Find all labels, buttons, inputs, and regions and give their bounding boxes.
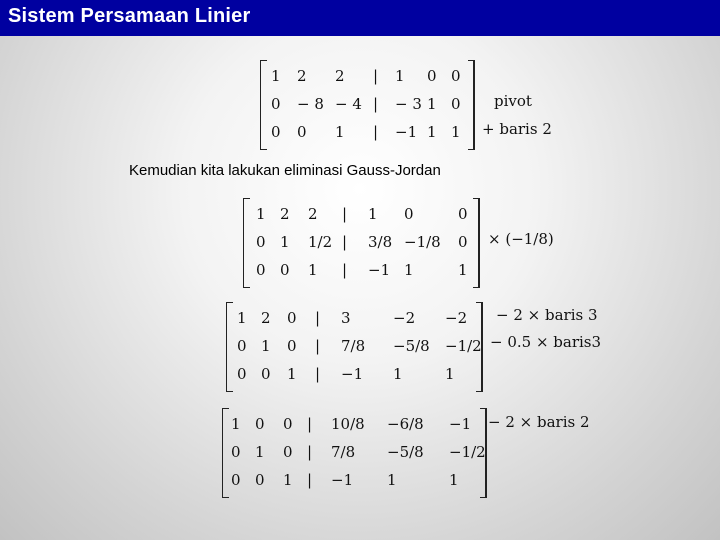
matrix-cell: 0	[261, 365, 271, 383]
matrix-cell: 7/8	[341, 337, 366, 355]
matrix-cell: 1	[280, 233, 290, 251]
matrix-cell: 1	[271, 67, 281, 85]
augment-separator: |	[373, 123, 379, 141]
matrix-cell: 1	[256, 205, 266, 223]
augment-separator: |	[342, 205, 348, 223]
matrix-1-note-row-2: pivot	[494, 92, 532, 110]
matrix-cell: 1	[449, 471, 459, 489]
matrix-cell: 1	[287, 365, 297, 383]
matrix-cell: 0	[237, 337, 247, 355]
matrix-cell: −1	[341, 365, 364, 383]
matrix-cell: 2	[297, 67, 307, 85]
left-bracket	[222, 408, 229, 498]
matrix-cell: 3/8	[368, 233, 393, 251]
matrix-cell: 1	[395, 67, 405, 85]
augmented-matrix-1	[260, 60, 474, 150]
augment-separator: |	[315, 365, 321, 383]
matrix-cell: 1	[458, 261, 468, 279]
matrix-row	[233, 361, 475, 389]
matrix-cell: − 3	[395, 95, 422, 113]
matrix-cell: −1	[368, 261, 391, 279]
matrix-row	[233, 305, 475, 333]
matrix-row	[267, 119, 467, 147]
matrix-cell: 0	[283, 415, 293, 433]
matrix-cell: 1	[261, 337, 271, 355]
augment-separator: |	[307, 471, 313, 489]
matrix-cell: −5/8	[393, 337, 430, 355]
matrix-cell: 0	[297, 123, 307, 141]
matrix-cell: 2	[280, 205, 290, 223]
matrix-cell: 0	[271, 123, 281, 141]
augment-separator: |	[342, 233, 348, 251]
matrix-cell: 1	[404, 261, 414, 279]
augmented-matrix-2	[243, 198, 479, 288]
matrix-cell: − 4	[335, 95, 362, 113]
matrix-cell: 1	[237, 309, 247, 327]
matrix-cell: −1	[395, 123, 418, 141]
matrix-cell: 0	[237, 365, 247, 383]
matrix-row	[229, 411, 479, 439]
matrix-cell: 0	[427, 67, 437, 85]
page-title: Sistem Persamaan Linier	[8, 5, 251, 27]
matrix-cell: −2	[445, 309, 468, 327]
right-bracket	[473, 198, 480, 288]
matrix-cell: 0	[404, 205, 414, 223]
matrix-cell: 0	[458, 233, 468, 251]
matrix-cell: −1	[449, 415, 472, 433]
matrix-cell: 1	[308, 261, 318, 279]
matrix-row	[250, 229, 472, 257]
matrix-row	[250, 257, 472, 285]
matrix-cell: 10/8	[331, 415, 365, 433]
matrix-cell: 1	[451, 123, 461, 141]
matrix-3-note-row-2: − 0.5 × baris3	[490, 333, 602, 351]
matrix-cell: −6/8	[387, 415, 424, 433]
matrix-cell: 0	[451, 95, 461, 113]
matrix-cell: 1	[427, 123, 437, 141]
augment-separator: |	[315, 309, 321, 327]
matrix-cell: 0	[458, 205, 468, 223]
matrix-cell: 1	[387, 471, 397, 489]
matrix-cell: 1	[368, 205, 378, 223]
right-bracket	[468, 60, 475, 150]
matrix-cell: 2	[261, 309, 271, 327]
augment-separator: |	[342, 261, 348, 279]
matrix-1-note-row-3: + baris 2	[482, 120, 552, 138]
augment-separator: |	[315, 337, 321, 355]
matrix-4-note-row-1: − 2 × baris 2	[488, 413, 590, 431]
matrix-cell: −1	[331, 471, 354, 489]
matrix-cell: 0	[451, 67, 461, 85]
caption-text: Kemudian kita lakukan eliminasi Gauss-Jordan	[129, 162, 441, 179]
matrix-cell: 0	[255, 415, 265, 433]
matrix-2-note-row-2: × (−1/8)	[488, 230, 554, 248]
matrix-cell: 1	[427, 95, 437, 113]
matrix-cell: −1/2	[449, 443, 486, 461]
matrix-cell: 1	[283, 471, 293, 489]
matrix-cell: −1/2	[445, 337, 482, 355]
matrix-cell: − 8	[297, 95, 324, 113]
matrix-cell: −1/8	[404, 233, 441, 251]
matrix-cell: −5/8	[387, 443, 424, 461]
matrix-row	[267, 91, 467, 119]
augmented-matrix-4	[222, 408, 486, 498]
matrix-cell: 0	[256, 261, 266, 279]
matrix-row	[267, 63, 467, 91]
matrix-row	[229, 439, 486, 467]
left-bracket	[243, 198, 250, 288]
matrix-cell: 1/2	[308, 233, 333, 251]
matrix-row	[229, 467, 479, 495]
matrix-cell: 1	[393, 365, 403, 383]
augmented-matrix-3	[226, 302, 482, 392]
matrix-cell: 1	[231, 415, 241, 433]
matrix-row	[233, 333, 482, 361]
matrix-cell: 0	[280, 261, 290, 279]
matrix-cell: 1	[445, 365, 455, 383]
matrix-cell: 0	[287, 309, 297, 327]
matrix-3-note-row-1: − 2 × baris 3	[496, 306, 598, 324]
augment-separator: |	[373, 95, 379, 113]
matrix-cell: 2	[335, 67, 345, 85]
matrix-row	[250, 201, 472, 229]
augment-separator: |	[307, 443, 313, 461]
matrix-cell: 0	[255, 471, 265, 489]
augment-separator: |	[373, 67, 379, 85]
matrix-cell: 0	[231, 443, 241, 461]
augment-separator: |	[307, 415, 313, 433]
matrix-cell: 2	[308, 205, 318, 223]
matrix-cell: 0	[256, 233, 266, 251]
matrix-cell: 0	[283, 443, 293, 461]
left-bracket	[260, 60, 267, 150]
matrix-cell: 1	[255, 443, 265, 461]
matrix-cell: 0	[271, 95, 281, 113]
matrix-cell: 7/8	[331, 443, 356, 461]
title-bar	[0, 0, 720, 36]
left-bracket	[226, 302, 233, 392]
matrix-cell: 1	[335, 123, 345, 141]
matrix-cell: 3	[341, 309, 351, 327]
matrix-cell: −2	[393, 309, 416, 327]
matrix-cell: 0	[231, 471, 241, 489]
matrix-cell: 0	[287, 337, 297, 355]
